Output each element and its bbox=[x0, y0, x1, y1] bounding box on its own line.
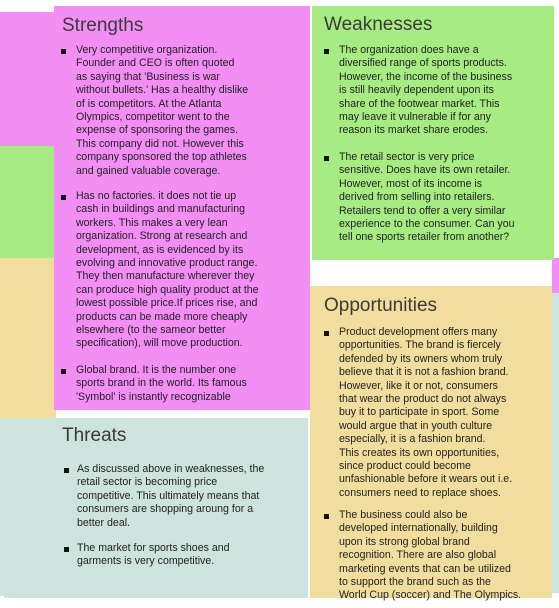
weaknesses-item: The retail sector is very price sensitive. Does have its own retailer. However, most of its income is derived from selling into retailers. Retailers tend to offer a very similar experience to the consumer. Can you tell one sports retailer from another? bbox=[339, 151, 515, 244]
opportunities-title: Opportunities bbox=[324, 295, 438, 316]
opportunities-bullet bbox=[324, 514, 329, 519]
weaknesses-item: The organization does have a diversified range of sports products. However, the income of the business is still heavily dependent upon its share of the footwear market. This may leave it vulnerable if for any reason its market share erodes. bbox=[339, 44, 513, 137]
strengths-bullet bbox=[61, 49, 66, 54]
opportunities-item: The business could also be developed internationally, building upon its strong global brand recognition. There are also global marketing events that can be utilized to support the brand such as the World Cup (soccer) and The Olympics. bbox=[339, 509, 522, 602]
weaknesses-bullet bbox=[324, 49, 329, 54]
strengths-bullet bbox=[61, 369, 66, 374]
threats-bullet bbox=[64, 547, 69, 552]
threats-right-tab bbox=[552, 293, 559, 593]
strengths-bullet bbox=[61, 195, 66, 200]
opportunities-panel bbox=[310, 286, 552, 602]
threats-panel bbox=[4, 418, 308, 598]
threats-title: Threats bbox=[62, 425, 127, 446]
opportunities-bullet bbox=[324, 331, 329, 336]
weaknesses-bullet bbox=[324, 156, 329, 161]
weaknesses-title: Weaknesses bbox=[324, 14, 433, 35]
strengths-item: Very competitive organization. Founder and CEO is often quoted as saying that 'Business is war without bullets.' Has a healthy dislike of is competitors. At the Atlanta Olympics, competitor went to the expense of sponsoring the games. This company did not. However this company sponsored the top athletes and gained valuable coverage. bbox=[76, 44, 249, 177]
strengths-edge-tab bbox=[0, 12, 56, 146]
opportunities-edge-tab bbox=[0, 258, 56, 418]
weaknesses-edge-tab bbox=[0, 146, 56, 258]
strengths-item: Global brand. It is the number one sports brand in the world. Its famous 'Symbol' is instantly recognizable bbox=[76, 364, 247, 403]
threats-item: The market for sports shoes and garments is very competitive. bbox=[77, 542, 230, 568]
strengths-right-tab bbox=[552, 258, 559, 293]
opportunities-item: Product development offers many opportunities. The brand is fiercely defended by its owners whom truly believe that it is not a fashion brand. However, like it or not, consumers that wear the product do not always buy it to participate in sport. Some would argue that in youth culture especially, it is a fashion brand. This creates its own opportunities, since product could become unfashionable before it wears out i.e. consumers need to replace shoes. bbox=[339, 326, 513, 499]
strengths-panel bbox=[54, 6, 310, 410]
threats-item: As discussed above in weaknesses, the retail sector is becoming price competitive. This ultimately means that consumers are shopping aroung for a better deal. bbox=[77, 463, 265, 529]
strengths-item: Has no factories. it does not tie up cash in buildings and manufacturing workers. This makes a very lean organization. Strong at research and development, as is evidenced by its evolving and innovative product range. They then manufacture wherever they can produce high quality product at the lowest possible price.If prices rise, and products can be made more cheaply elsewhere (to the sameor better specification), will move production. bbox=[76, 190, 259, 350]
strengths-title: Strengths bbox=[62, 15, 144, 36]
threats-bullet bbox=[64, 468, 69, 473]
weaknesses-panel bbox=[312, 6, 554, 260]
